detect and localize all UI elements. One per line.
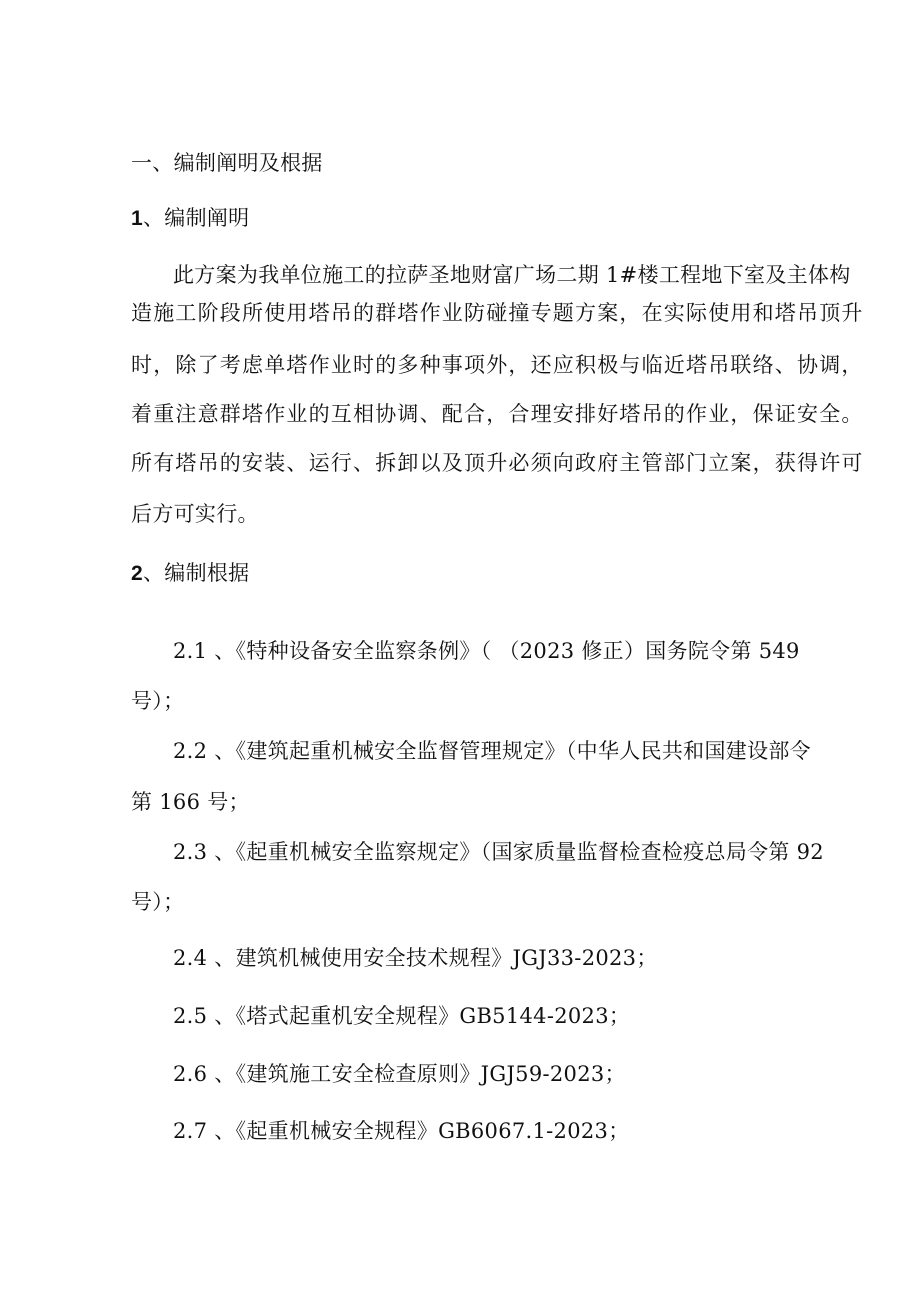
subsection-2-heading [131, 558, 249, 589]
paragraph-1-line-6: 后方可实行。 [131, 502, 259, 526]
reference-3-line-1: 2.3 、《起重机械安全监察规定》（国家质量监督检查检疫总局令第 92 [173, 840, 824, 864]
reference-4: 2.4 、建筑机械使用安全技术规程》JGJ33-2023； [173, 946, 658, 970]
subsection-2-number: 2 [131, 562, 143, 585]
subsection-2-title: 、编制根据 [142, 561, 250, 585]
reference-2-line-2: 第 166 号； [131, 790, 250, 814]
reference-3-line-2: 号）； [131, 890, 185, 914]
subsection-1-title: 、编制阐明 [142, 206, 250, 230]
subsection-1-heading [131, 203, 249, 234]
paragraph-1-line-3: 时，除了考虑单塔作业时的多种事项外，还应积极与临近塔吊联络、协调， [131, 353, 864, 377]
reference-2-line-1: 2.2 、《建筑起重机械安全监督管理规定》（中华人民共和国建设部令 [173, 739, 811, 763]
reference-7: 2.7 、《起重机械安全规程》GB6067.1-2023； [173, 1119, 630, 1143]
paragraph-1-line-2: 造施工阶段所使用塔吊的群塔作业防碰撞专题方案，在实际使用和塔吊顶升 [131, 301, 864, 325]
section-title: 一、编制阐明及根据 [131, 151, 323, 175]
reference-6: 2.6 、《建筑施工安全检查原则》JGJ59-2023； [173, 1062, 626, 1086]
subsection-1-number: 1 [131, 207, 143, 230]
paragraph-1-line-1: 此方案为我单位施工的拉萨圣地财富广场二期 1#楼工程地下室及主体构 [173, 263, 851, 287]
reference-1-line-2: 号）； [131, 689, 185, 713]
paragraph-1-line-4: 着重注意群塔作业的互相协调、配合，合理安排好塔吊的作业，保证安全。 [131, 402, 864, 426]
reference-5: 2.5 、《塔式起重机安全规程》GB5144-2023； [173, 1004, 631, 1028]
paragraph-1-line-5: 所有塔吊的安装、运行、拆卸以及顶升必须向政府主管部门立案，获得许可 [131, 451, 864, 475]
reference-1-line-1: 2.1 、《特种设备安全监察条例》（ （2023 修正）国务院令第 549 [173, 639, 800, 663]
